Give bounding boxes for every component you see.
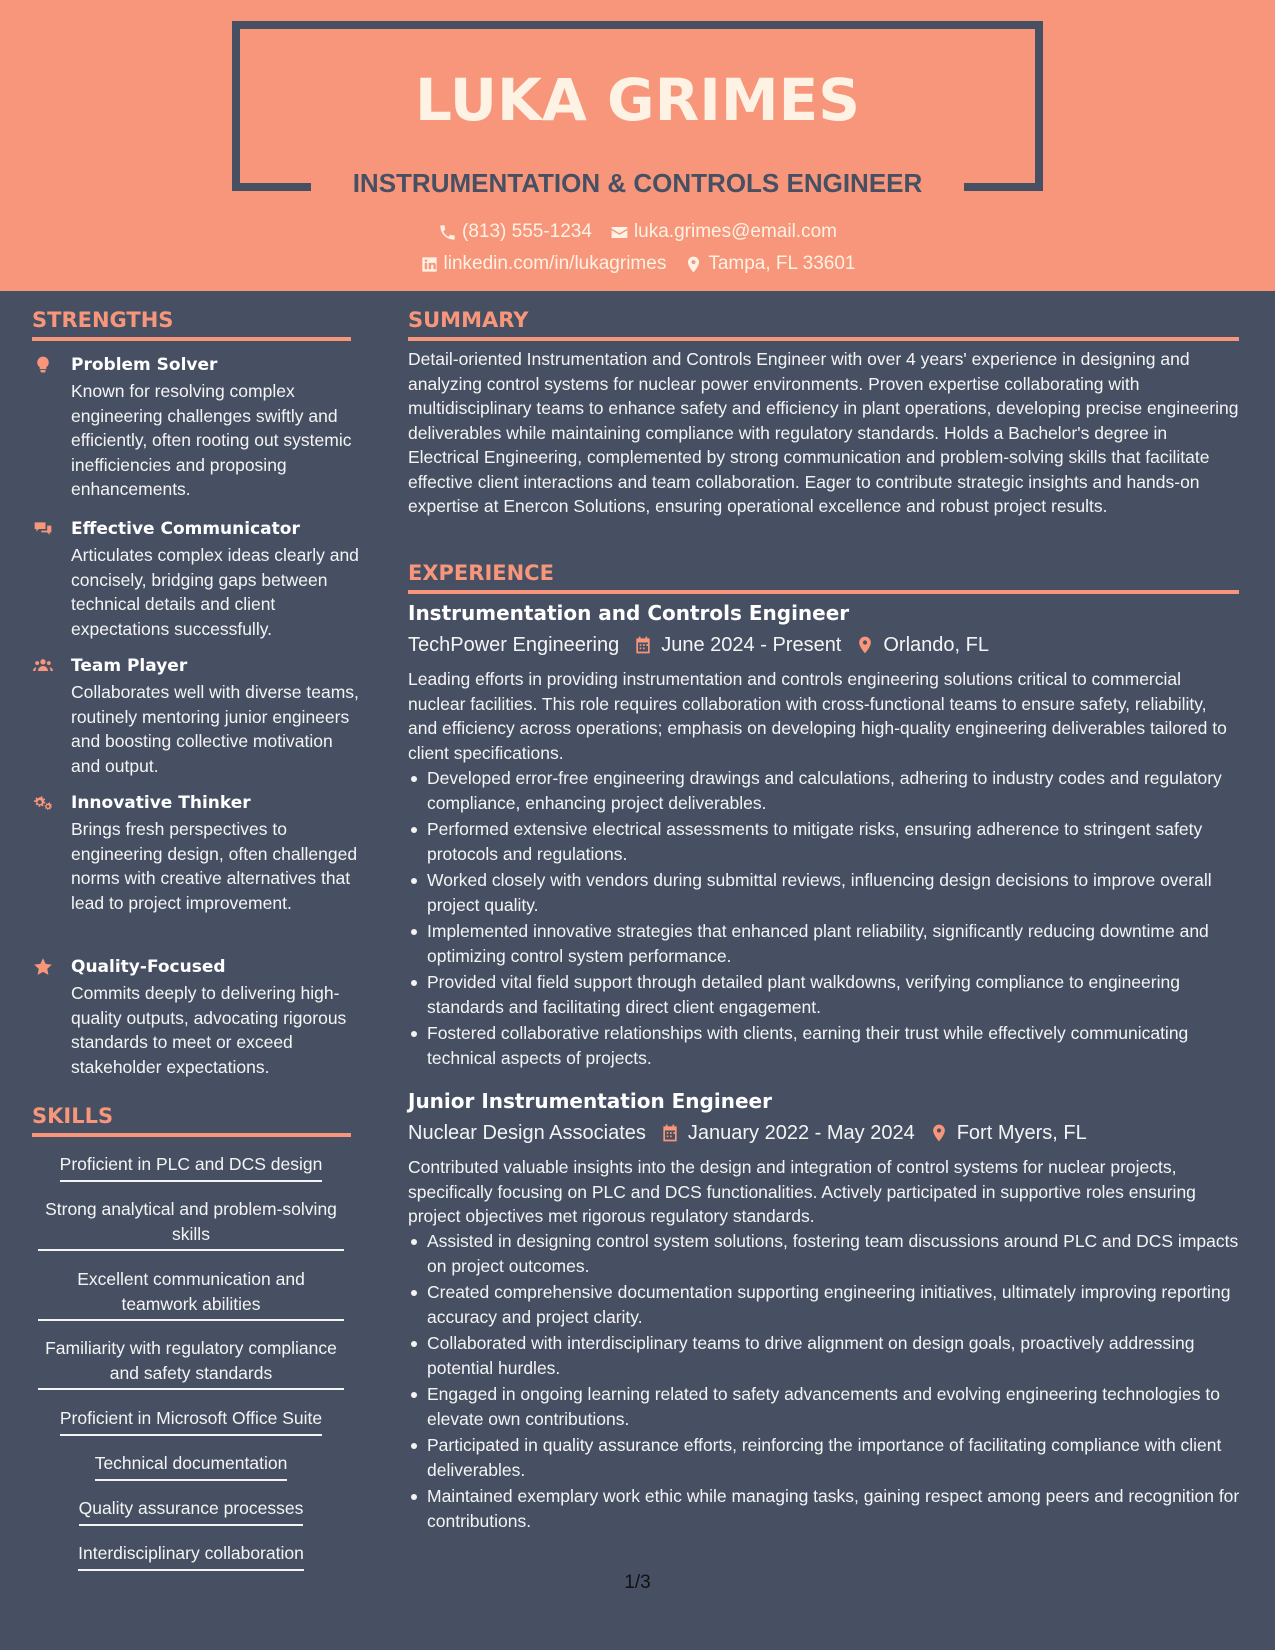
strength-desc: Brings fresh perspectives to engineering design, often challenged norms with creative alternatives that lead to project improvement. — [71, 819, 358, 913]
linkedin-text: linkedin.com/in/lukagrimes — [443, 253, 667, 274]
strength-desc: Collaborates well with diverse teams, routinely mentoring junior engineers and boosting collective motivation and output. — [71, 682, 359, 776]
list-item: Created comprehensive documentation supporting engineering initiatives, ultimately improving reporting accuracy and project clarity. — [408, 1280, 1240, 1329]
job-location: Fort Myers, FL — [956, 1122, 1087, 1144]
strength-title: Problem Solver — [71, 355, 218, 375]
job-description: Contributed valuable insights into the design and integration of control systems for nuclear projects, specifically focusing on PLC and DCS functionalities. Actively participated in supportive roles ensuring project objectives met rigorous regulatory standards. — [408, 1157, 1196, 1226]
skill-item: Strong analytical and problem-solving skills — [38, 1197, 344, 1251]
summary-heading: SUMMARY — [408, 308, 529, 332]
job-dates: June 2024 - Present — [661, 634, 842, 656]
candidate-name: LUKA GRIMES — [415, 66, 860, 134]
envelope-icon — [610, 223, 629, 242]
job-bullets — [408, 1229, 1240, 1535]
list-item: Implemented innovative strategies that enhanced plant reliability, significantly reducing downtime and optimizing control system performance. — [408, 919, 1240, 968]
users-icon — [32, 656, 54, 676]
skills-heading: SKILLS — [32, 1104, 114, 1128]
job-title: Junior Instrumentation Engineer — [408, 1089, 772, 1113]
calendar-icon — [633, 635, 653, 655]
job-bullets — [408, 766, 1240, 1072]
job-dates: January 2022 - May 2024 — [687, 1122, 915, 1144]
location-text: Tampa, FL 33601 — [708, 253, 856, 274]
phone-text: (813) 555-1234 — [462, 221, 592, 242]
strength-title: Team Player — [71, 656, 188, 676]
skill-item: Proficient in PLC and DCS design — [38, 1152, 344, 1182]
list-item: Worked closely with vendors during submittal reviews, influencing design decisions to improve overall project quality. — [408, 868, 1240, 917]
comments-icon — [32, 519, 54, 539]
strength-title: Innovative Thinker — [71, 793, 251, 813]
map-pin-icon — [684, 255, 703, 274]
gears-icon — [32, 793, 54, 813]
strength-title: Effective Communicator — [71, 519, 300, 539]
list-item: Participated in quality assurance efforts, reinforcing the importance of facilitating compliance with client deliverables. — [408, 1433, 1240, 1482]
contact-row-1 — [0, 219, 1275, 245]
list-item: Provided vital field support through detailed plant walkdowns, verifying compliance to engineering standards and facilitating direct client engagement. — [408, 970, 1240, 1019]
contact-email[interactable] — [610, 219, 837, 245]
star-icon — [32, 957, 54, 977]
job-meta — [408, 631, 989, 659]
skill-item: Interdisciplinary collaboration — [38, 1541, 344, 1571]
experience-heading: EXPERIENCE — [408, 561, 554, 585]
skill-item: Quality assurance processes — [38, 1496, 344, 1526]
email-text: luka.grimes@email.com — [633, 221, 837, 242]
list-item: Engaged in ongoing learning related to safety advancements and evolving engineering technologies to elevate own contributions. — [408, 1382, 1240, 1431]
candidate-title: INSTRUMENTATION & CONTROLS ENGINEER — [352, 168, 923, 198]
skill-item: Familiarity with regulatory compliance and safety standards — [38, 1336, 344, 1390]
strength-title: Quality-Focused — [71, 957, 226, 977]
skills-rule — [32, 1133, 351, 1137]
list-item: Assisted in designing control system solutions, fostering team discussions around PLC and DCS impacts on project outcomes. — [408, 1229, 1240, 1278]
contact-phone[interactable] — [438, 219, 592, 245]
phone-icon — [438, 223, 457, 242]
contact-location — [684, 251, 855, 277]
resume-header — [0, 0, 1275, 291]
map-pin-icon — [929, 1123, 949, 1143]
list-item: Collaborated with interdisciplinary teams to drive alignment on design goals, proactively addressing potential hurdles. — [408, 1331, 1240, 1380]
page-number: 1/3 — [624, 1572, 651, 1593]
lightbulb-icon — [32, 355, 54, 375]
list-item: Developed error-free engineering drawings and calculations, adhering to industry codes and regulatory compliance, enhancing project deliverables. — [408, 766, 1240, 815]
contact-linkedin[interactable] — [420, 251, 667, 277]
strength-desc: Known for resolving complex engineering challenges swiftly and efficiently, often rooting out systemic inefficiencies and proposing enhancements. — [71, 381, 352, 499]
list-item: Fostered collaborative relationships with clients, earning their trust while effectively communicating technical aspects of projects. — [408, 1021, 1240, 1070]
strength-desc: Commits deeply to delivering high-quality outputs, advocating rigorous standards to meet or exceed stakeholder expectations. — [71, 983, 347, 1077]
calendar-icon — [660, 1123, 680, 1143]
job-location: Orlando, FL — [883, 634, 989, 656]
header-frame-top — [232, 21, 1043, 29]
list-item: Performed extensive electrical assessments to mitigate risks, ensuring adherence to stringent safety protocols and regulations. — [408, 817, 1240, 866]
job-company: Nuclear Design Associates — [408, 1122, 646, 1144]
summary-rule — [408, 337, 1239, 341]
experience-rule — [408, 590, 1239, 594]
map-pin-icon — [855, 635, 875, 655]
list-item: Maintained exemplary work ethic while managing tasks, gaining respect among peers and recognition for contributions. — [408, 1484, 1240, 1533]
job-meta — [408, 1119, 1087, 1147]
strength-desc: Articulates complex ideas clearly and concisely, bridging gaps between technical details and client expectations successfully. — [71, 545, 359, 639]
job-title: Instrumentation and Controls Engineer — [408, 601, 850, 625]
contact-row-2 — [0, 251, 1275, 277]
strengths-rule — [32, 337, 351, 341]
skill-item: Technical documentation — [38, 1451, 344, 1481]
skill-item: Proficient in Microsoft Office Suite — [38, 1406, 344, 1436]
strengths-heading: STRENGTHS — [32, 308, 174, 332]
summary-text: Detail-oriented Instrumentation and Controls Engineer with over 4 years' experience in designing and analyzing control systems for nuclear power environments. Proven expertise collaborating with multidisciplinary teams to enhance safety and efficiency in plant operations, developing precise engineering deliverables while maintaining compliance with regulatory standards. Holds a Bachelor's degree in Electrical Engineering, complemented by strong communication and problem-solving skills that facilitate effective client interactions and team collaboration. Eager to contribute strategic insights and hands-on expertise at Enercon Solutions, ensuring operational excellence and robust project results. — [408, 349, 1239, 516]
linkedin-icon — [420, 255, 439, 274]
job-company: TechPower Engineering — [408, 634, 620, 656]
skill-item: Excellent communication and teamwork abilities — [38, 1267, 344, 1321]
job-description: Leading efforts in providing instrumentation and controls engineering solutions critical to commercial nuclear facilities. This role requires collaboration with cross-functional teams to ensure safety, reliability, and efficiency across operations; emphasis on developing high-quality engineering deliverables tailored to client specifications. — [408, 669, 1227, 763]
